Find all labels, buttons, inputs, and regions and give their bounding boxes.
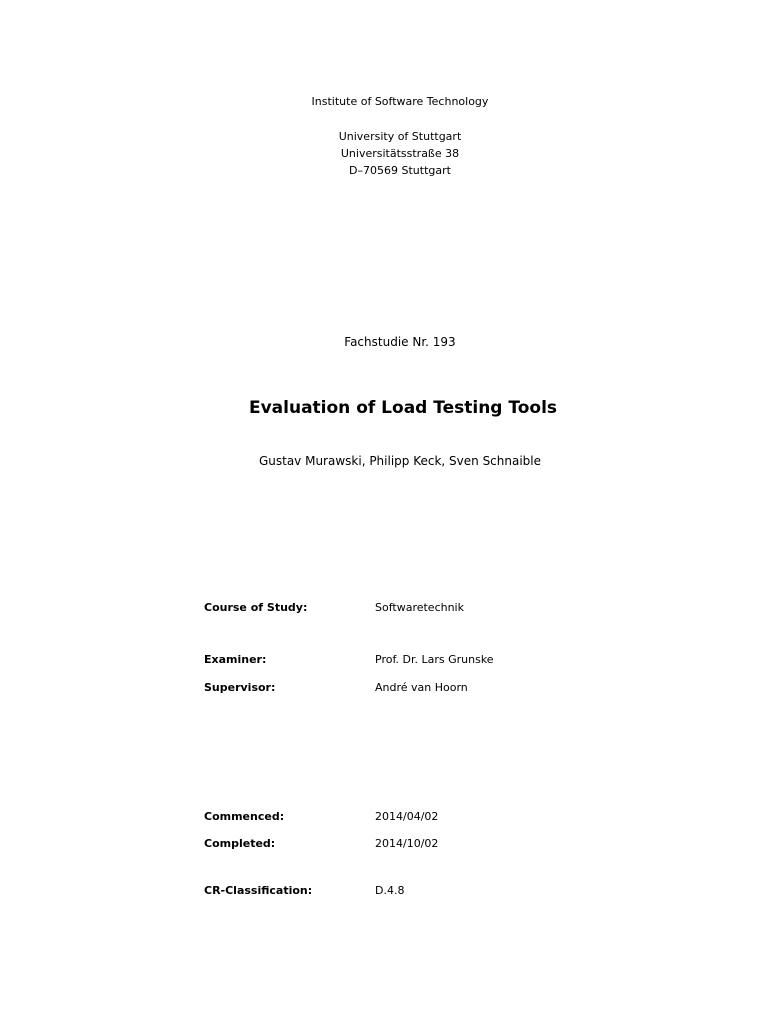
- document-title: Evaluation of Load Testing Tools: [248, 398, 558, 418]
- supervisor-value: André van Hoorn: [375, 681, 468, 694]
- course-value: Softwaretechnik: [375, 601, 464, 614]
- completed-value: 2014/10/02: [375, 837, 439, 850]
- course-label: Course of Study:: [204, 601, 308, 614]
- report-number: Fachstudie Nr. 193: [344, 335, 456, 349]
- examiner-label: Examiner:: [204, 653, 267, 666]
- authors: Gustav Murawski, Philipp Keck, Sven Schnaible: [258, 454, 542, 468]
- examiner-value: Prof. Dr. Lars Grunske: [375, 653, 494, 666]
- city-address: D–70569 Stuttgart: [349, 164, 451, 177]
- commenced-label: Commenced:: [204, 810, 285, 823]
- institute-name: Institute of Software Technology: [311, 95, 489, 108]
- completed-label: Completed:: [204, 837, 276, 850]
- cr-classification-value: D.4.8: [375, 884, 405, 897]
- cr-classification-label: CR-Classification:: [204, 884, 313, 897]
- university-name: University of Stuttgart: [338, 130, 462, 143]
- supervisor-label: Supervisor:: [204, 681, 276, 694]
- street-address: Universitätsstraße 38: [340, 147, 460, 160]
- commenced-value: 2014/04/02: [375, 810, 439, 823]
